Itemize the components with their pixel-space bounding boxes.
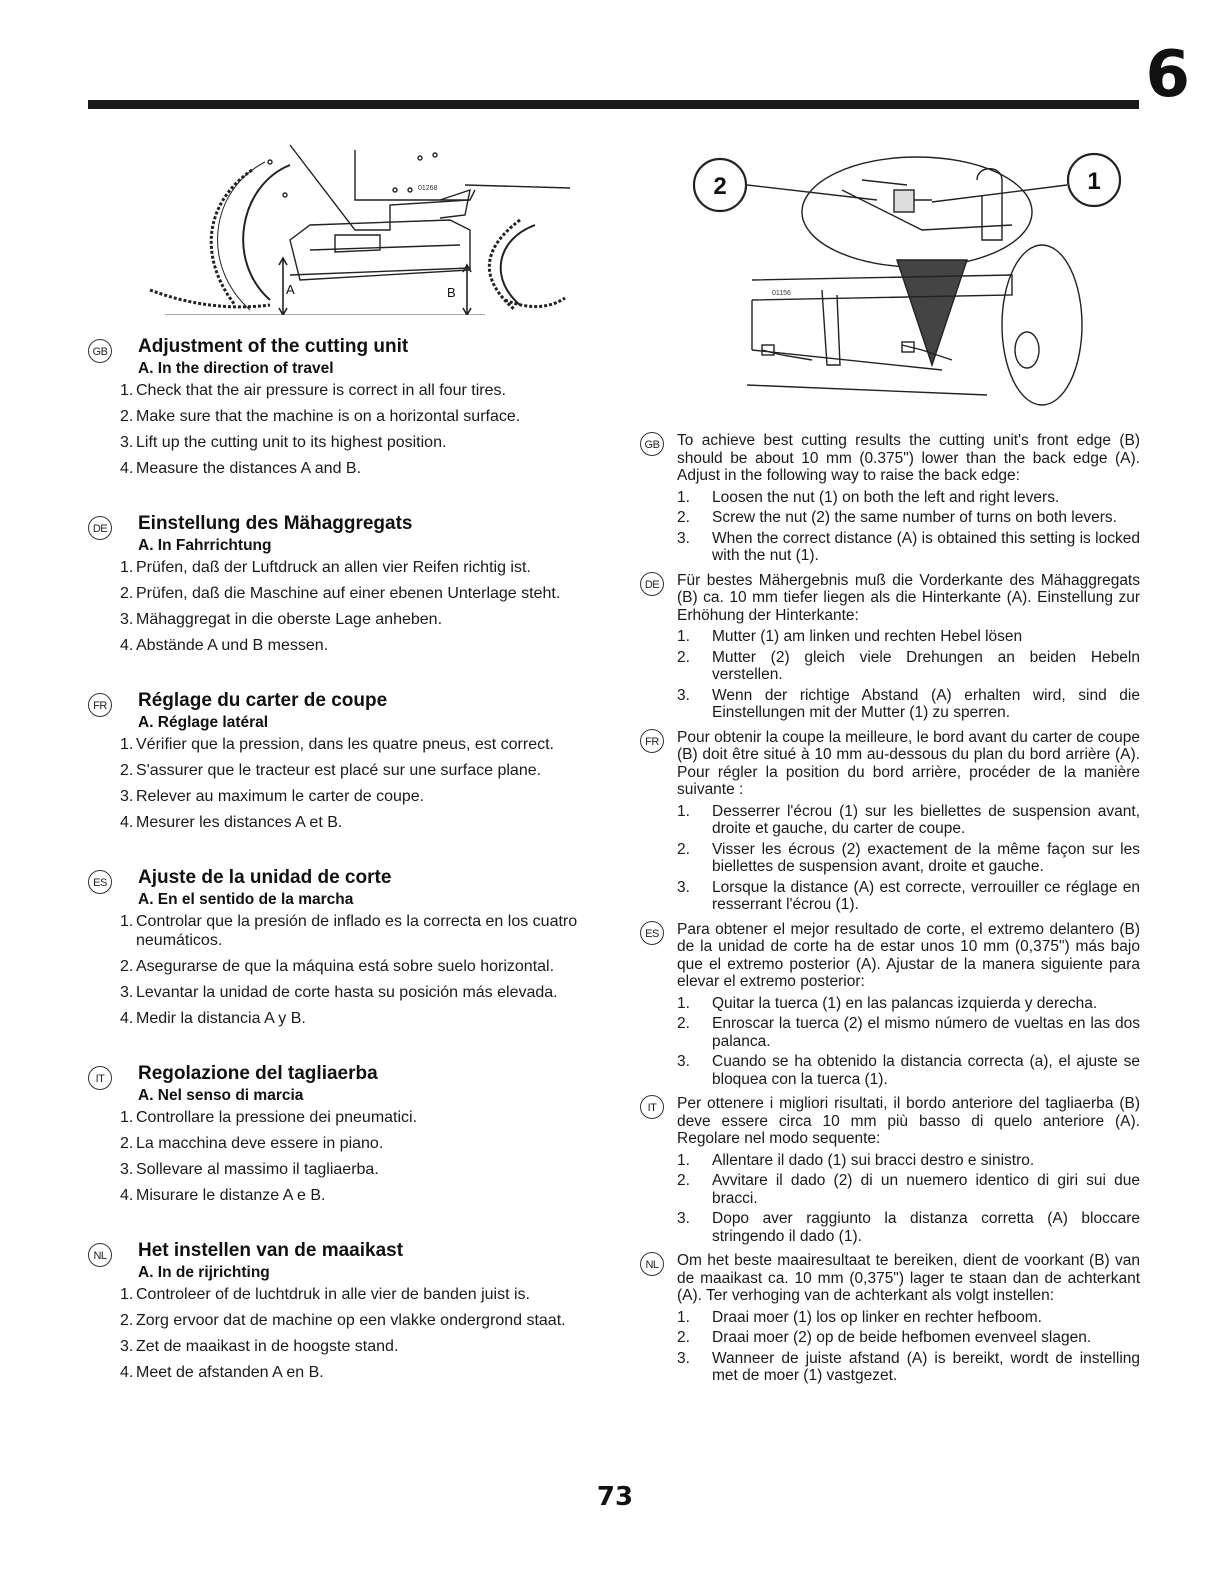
step-text: Zet de maaikast in de hoogste stand. (136, 1338, 399, 1355)
step-list (677, 995, 1140, 1089)
step-text: Lift up the cutting unit to its highest position. (136, 434, 447, 451)
step-text: Check that the air pressure is correct in all four tires. (136, 382, 506, 399)
step-text: Prüfen, daß der Luftdruck an allen vier Reifen richtig ist. (136, 559, 531, 576)
list-item (120, 912, 580, 950)
step-number: 2. (677, 648, 690, 666)
step-text: Mesurer les distances A et B. (136, 814, 343, 831)
step-number: 4. (120, 460, 134, 477)
language-badge-de-icon: DE (640, 572, 664, 596)
step-number: 3. (677, 1210, 690, 1227)
section-intro: Für bestes Mähergebnis muß die Vorderkante des Mähaggregats (B) ca. 10 mm tiefer liegen als die Hinterkante (A). Einstellung zur Erhöhung der Hinterkante: (677, 571, 1140, 624)
step-text: Visser les écrous (2) exactement de la même façon sur les biellettes de suspension avant, droite et gauche. (712, 840, 1140, 875)
list-item (120, 1108, 580, 1127)
list-item (677, 879, 1140, 914)
list-item (120, 1311, 580, 1330)
section-de-left (88, 513, 598, 655)
step-number: 2. (677, 1329, 690, 1346)
language-badge-gb-icon: GB (640, 432, 664, 456)
section-title: Réglage du carter de coupe (138, 690, 388, 711)
step-number: 3. (677, 878, 690, 896)
step-number: 2. (677, 509, 690, 526)
step-text: Lorsque la distance (A) est correcte, verrouiller ce réglage en resserrant l'écrou (1). (712, 878, 1140, 913)
step-list (677, 1152, 1140, 1246)
list-item (120, 813, 580, 832)
list-item (120, 1160, 580, 1179)
figure-code-left: 01268 (418, 185, 438, 192)
step-text: Quitar la tuerca (1) en las palancas izquierda y derecha. (712, 994, 1098, 1012)
step-number: 1. (120, 1286, 134, 1303)
step-list (677, 1309, 1140, 1385)
section-subtitle: A. En el sentido de la marcha (138, 891, 354, 908)
list-item (677, 1350, 1140, 1385)
step-number: 1. (677, 628, 690, 645)
language-badge-nl-icon: NL (88, 1243, 112, 1267)
step-text: Desserrer l'écrou (1) sur les biellettes de suspension avant, droite et gauche, du carter de coupe. (712, 802, 1140, 837)
section-intro: Om het beste maairesultaat te bereiken, dient de voorkant (B) van de maaikast ca. 10 mm (0,375") lager te staan dan de achterkant (A). Ter verhoging van de achterkant als volgt instellen: (677, 1252, 1140, 1304)
section-intro: Pour obtenir la coupe la meilleure, le bord avant du carter de coupe (B) doit être situé à 10 mm au-dessous du plan du bord arrière (A). Pour régler la position du bord arrière, procéder de la manière suivante : (677, 728, 1140, 798)
language-badge-it-icon: IT (640, 1095, 664, 1119)
list-item (120, 787, 580, 806)
step-number: 1. (120, 913, 134, 930)
section-intro: Para obtener el mejor resultado de corte, el extremo delantero (B) de la unidad de corte ha de estar unos 10 mm (0,375") más bajo que el extremo posterior (A). Ajustar de la manera siguiente para elevar el extremo posterior: (677, 920, 1140, 990)
language-badge-de-icon: DE (88, 516, 112, 540)
step-text: S'assurer que le tracteur est placé sur une surface plane. (136, 762, 542, 779)
list-item (120, 558, 580, 577)
list-item (120, 636, 580, 655)
step-text: Wenn der richtige Abstand (A) erhalten wird, sind die Einstellungen mit der Mutter (1) zu sperren. (712, 686, 1140, 721)
section-fr-left (88, 690, 598, 832)
list-item (677, 649, 1140, 684)
step-text: Relever au maximum le carter de coupe. (136, 788, 425, 805)
section-gb-right (640, 432, 1140, 565)
language-badge-fr-icon: FR (640, 729, 664, 753)
list-item (120, 1009, 580, 1028)
step-number: 3. (120, 788, 134, 805)
step-number: 2. (677, 840, 690, 858)
step-text: Screw the nut (2) the same number of turns on both levers. (712, 509, 1117, 526)
section-fr-right (640, 729, 1140, 914)
section-it-right (640, 1095, 1140, 1245)
section-subtitle: A. Réglage latéral (138, 714, 269, 731)
section-subtitle: A. Nel senso di marcia (138, 1087, 304, 1104)
list-item (677, 1152, 1140, 1170)
list-item (120, 1337, 580, 1356)
step-number: 1. (677, 1151, 690, 1169)
list-item (120, 761, 580, 780)
step-number: 2. (677, 1015, 690, 1032)
step-list (677, 628, 1140, 722)
step-number: 3. (120, 434, 134, 451)
step-number: 4. (120, 1187, 134, 1204)
list-item (120, 459, 580, 478)
step-text: Zorg ervoor dat de machine op een vlakke ondergrond staat. (136, 1312, 566, 1329)
list-item (677, 687, 1140, 722)
list-item (120, 735, 580, 754)
step-number: 1. (677, 488, 690, 506)
list-item (120, 610, 580, 629)
step-text: Mähaggregat in die oberste Lage anheben. (136, 611, 443, 628)
list-item (677, 803, 1140, 838)
step-number: 1. (120, 382, 134, 399)
callout-2: 2 (713, 173, 727, 200)
section-title: Einstellung des Mähaggregats (138, 513, 413, 534)
step-number: 2. (120, 762, 134, 779)
lever-nut-detail-illustration (692, 150, 1132, 415)
step-number: 2. (120, 408, 134, 425)
step-number: 1. (677, 802, 690, 820)
step-text: Draai moer (1) los op linker en rechter hefboom. (712, 1308, 1042, 1326)
step-list (120, 1108, 598, 1205)
step-number: 4. (120, 1010, 134, 1027)
right-column (640, 432, 1140, 1392)
callout-1: 1 (1087, 168, 1101, 195)
section-title: Het instellen van de maaikast (138, 1240, 404, 1261)
step-list (120, 381, 598, 478)
list-item (677, 1329, 1140, 1347)
step-list (120, 1285, 598, 1382)
section-nl-left (88, 1240, 598, 1382)
section-subtitle: A. In Fahrrichtung (138, 537, 272, 554)
step-number: 2. (677, 1172, 690, 1189)
list-item (677, 509, 1140, 527)
chapter-number: 6 (1145, 38, 1190, 112)
step-text: Mutter (2) gleich viele Drehungen an beiden Hebeln verstellen. (712, 648, 1140, 683)
step-text: Make sure that the machine is on a horizontal surface. (136, 408, 521, 425)
list-item (120, 1285, 580, 1304)
step-text: Controleer of de luchtdruk in alle vier de banden juist is. (136, 1286, 530, 1303)
step-number: 4. (120, 814, 134, 831)
section-nl-right (640, 1252, 1140, 1385)
step-text: Medir la distancia A y B. (136, 1010, 306, 1027)
step-text: Prüfen, daß die Maschine auf einer ebenen Unterlage steht. (136, 585, 561, 602)
cutting-unit-side-illustration (140, 140, 570, 315)
step-text: Meet de afstanden A en B. (136, 1364, 324, 1381)
step-number: 3. (677, 1053, 690, 1070)
section-intro: To achieve best cutting results the cutting unit's front edge (B) should be about 10 mm (0.375") lower than the back edge (A). Adjust in the following way to raise the back edge: (677, 432, 1140, 484)
section-subtitle: A. In de rijrichting (138, 1264, 270, 1281)
header-rule (88, 100, 1139, 109)
step-number: 3. (120, 1338, 134, 1355)
step-text: Vérifier que la pression, dans les quatre pneus, est correct. (136, 736, 554, 753)
language-badge-nl-icon: NL (640, 1252, 664, 1276)
step-number: 2. (120, 1135, 134, 1152)
step-list (677, 803, 1140, 914)
step-text: Loosen the nut (1) on both the left and right levers. (712, 488, 1060, 506)
step-text: Draai moer (2) op de beide hefbomen evenveel slagen. (712, 1329, 1092, 1346)
section-es-right (640, 921, 1140, 1089)
figure-label-a: A (286, 282, 295, 297)
step-text: Controllare la pressione dei pneumatici. (136, 1109, 418, 1126)
step-text: Sollevare al massimo il tagliaerba. (136, 1161, 379, 1178)
language-badge-gb-icon: GB (88, 339, 112, 363)
step-number: 1. (120, 736, 134, 753)
list-item (120, 1186, 580, 1205)
list-item (120, 407, 580, 426)
step-number: 1. (677, 994, 690, 1012)
list-item (677, 841, 1140, 876)
step-number: 1. (677, 1308, 690, 1326)
list-item (120, 957, 580, 976)
step-text: Allentare il dado (1) sui bracci destro e sinistro. (712, 1151, 1035, 1169)
step-text: Abstände A und B messen. (136, 637, 329, 654)
step-list (120, 912, 598, 1028)
step-list (120, 735, 598, 832)
figure-code-right: 01156 (772, 290, 791, 297)
step-number: 2. (120, 958, 134, 975)
step-number: 3. (120, 984, 134, 1001)
language-badge-es-icon: ES (640, 921, 664, 945)
section-it-left (88, 1063, 598, 1205)
step-text: La macchina deve essere in piano. (136, 1135, 384, 1152)
step-number: 3. (120, 1161, 134, 1178)
section-title: Adjustment of the cutting unit (138, 336, 409, 357)
step-text: Controlar que la presión de inflado es la correcta en los cuatro neumáticos. (136, 913, 578, 949)
step-text: Measure the distances A and B. (136, 460, 362, 477)
step-number: 4. (120, 1364, 134, 1381)
section-intro: Per ottenere i migliori risultati, il bordo anteriore del tagliaerba (B) deve essere circa 10 mm più basso di quelo anteriore (A). Regolare nel modo sequente: (677, 1095, 1140, 1147)
step-number: 3. (120, 611, 134, 628)
list-item (677, 1015, 1140, 1050)
step-number: 4. (120, 637, 134, 654)
step-text: Mutter (1) am linken und rechten Hebel lösen (712, 628, 1023, 645)
list-item (677, 1210, 1140, 1245)
step-text: Asegurarse de que la máquina está sobre suelo horizontal. (136, 958, 555, 975)
list-item (677, 995, 1140, 1013)
list-item (677, 1053, 1140, 1088)
step-text: When the correct distance (A) is obtained this setting is locked with the nut (1). (712, 529, 1140, 564)
section-es-left (88, 867, 598, 1028)
section-de-right (640, 572, 1140, 722)
step-text: Misurare le distanze A e B. (136, 1187, 326, 1204)
list-item (120, 983, 580, 1002)
step-text: Wanneer de juiste afstand (A) is bereikt, wordt de instelling met de moer (1) vastgezet. (712, 1349, 1140, 1384)
step-number: 1. (120, 559, 134, 576)
list-item (677, 1172, 1140, 1207)
step-text: Levantar la unidad de corte hasta su posición más elevada. (136, 984, 558, 1001)
step-list (120, 558, 598, 655)
step-number: 2. (120, 1312, 134, 1329)
language-badge-es-icon: ES (88, 870, 112, 894)
language-badge-it-icon: IT (88, 1066, 112, 1090)
step-number: 3. (677, 686, 690, 704)
section-subtitle: A. In the direction of travel (138, 360, 334, 377)
step-number: 2. (120, 585, 134, 602)
step-number: 3. (677, 529, 690, 547)
list-item (120, 433, 580, 452)
list-item (120, 584, 580, 603)
list-item (677, 1309, 1140, 1327)
step-list (677, 489, 1140, 565)
section-title: Ajuste de la unidad de corte (138, 867, 392, 888)
list-item (120, 381, 580, 400)
list-item (120, 1363, 580, 1382)
figure-label-b: B (447, 285, 456, 300)
step-text: Dopo aver raggiunto la distanza corretta (A) bloccare stringendo il dado (1). (712, 1210, 1140, 1245)
language-badge-fr-icon: FR (88, 693, 112, 717)
step-text: Enroscar la tuerca (2) el mismo número de vueltas en las dos palanca. (712, 1015, 1140, 1050)
left-column (88, 336, 598, 1417)
page-number: 73 (596, 1482, 634, 1512)
step-number: 3. (677, 1349, 690, 1367)
list-item (677, 628, 1140, 646)
step-text: Avvitare il dado (2) di un nuemero identico di giri sui due bracci. (712, 1172, 1140, 1207)
step-number: 1. (120, 1109, 134, 1126)
step-text: Cuando se ha obtenido la distancia correcta (a), el ajuste se bloquea con la tuerca (1). (712, 1053, 1140, 1088)
list-item (677, 530, 1140, 565)
section-title: Regolazione del tagliaerba (138, 1063, 378, 1084)
list-item (120, 1134, 580, 1153)
section-gb-left (88, 336, 598, 478)
list-item (677, 489, 1140, 507)
